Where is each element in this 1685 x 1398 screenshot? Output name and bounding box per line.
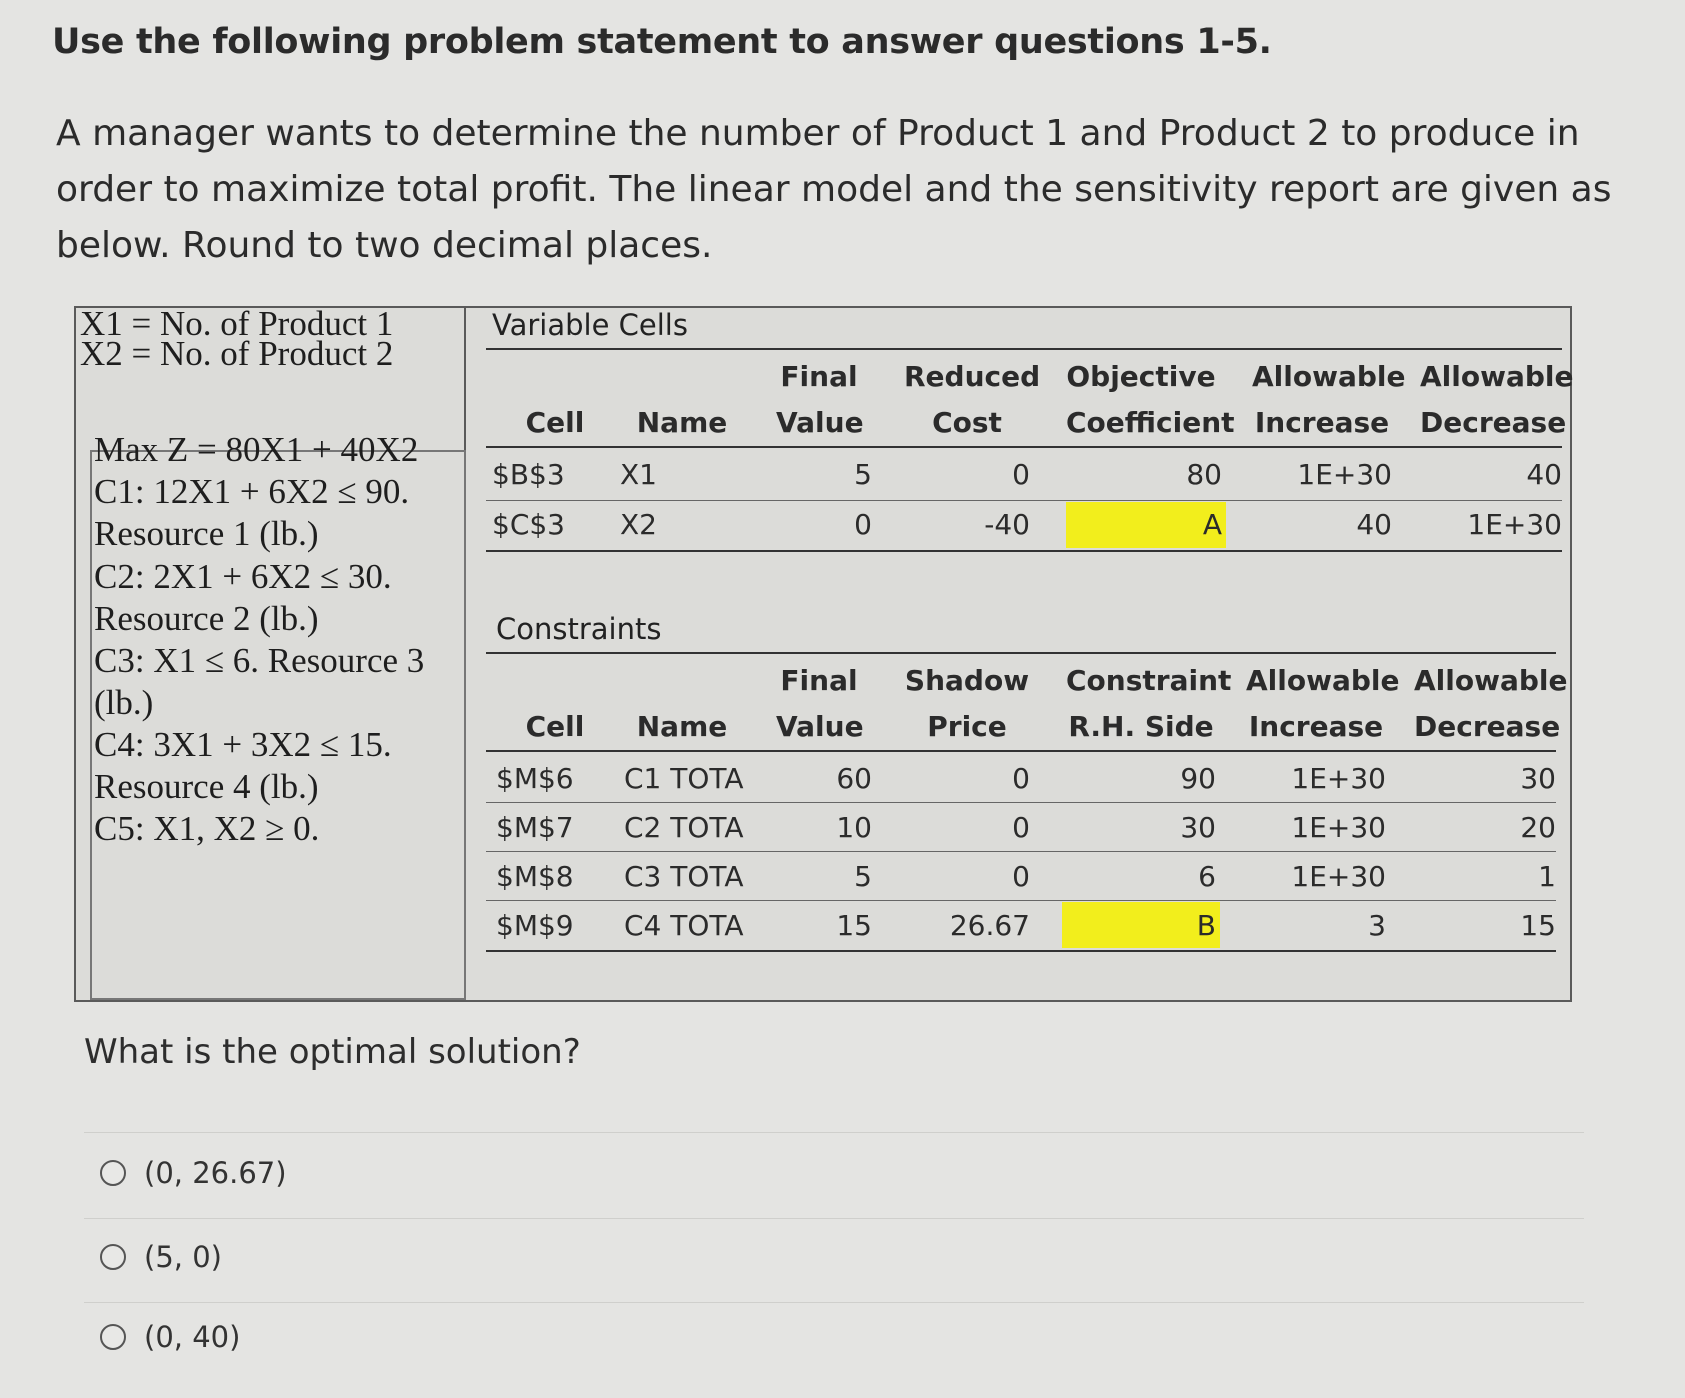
constraint-c2: C2: 2X1 + 6X2 ≤ 30. xyxy=(94,557,392,596)
con-row2-shadow: 0 xyxy=(1012,811,1030,844)
model-figure xyxy=(74,306,1572,1002)
con-row3-final: 5 xyxy=(854,860,872,893)
header-value: Value xyxy=(776,406,864,439)
con-row4-rhs: B xyxy=(1196,909,1216,942)
constraint-c1: C1: 12X1 + 6X2 ≤ 90. xyxy=(94,472,410,511)
con-row2-rhs: 30 xyxy=(1180,811,1216,844)
con-row3-decrease: 1 xyxy=(1538,860,1556,893)
option-1[interactable] xyxy=(100,1156,287,1190)
c-header-increase: Increase xyxy=(1248,710,1384,743)
header-cell: Cell xyxy=(525,406,585,439)
var-row2-reduced: -40 xyxy=(984,508,1030,541)
var-row2-coef: A xyxy=(1202,508,1222,541)
radio-button-icon[interactable] xyxy=(100,1244,126,1270)
var-row2-increase: 40 xyxy=(1356,508,1392,541)
con-row1-final: 60 xyxy=(836,762,872,795)
var-row1-name: X1 xyxy=(620,458,657,491)
header-allowable-increase: Allowable xyxy=(1252,360,1406,393)
radio-button-icon[interactable] xyxy=(100,1160,126,1186)
constraint-c4-resource: Resource 4 (lb.) xyxy=(94,767,319,806)
header-increase: Increase xyxy=(1254,406,1390,439)
objective-function: Max Z = 80X1 + 40X2 xyxy=(94,430,419,469)
con-row1-name: C1 TOTA xyxy=(624,762,744,795)
var-row2-name: X2 xyxy=(620,508,657,541)
problem-statement: A manager wants to determine the number of Product 1 and Product 2 to produce in order to maximize total profit. The linear model and the sensitivity report are given as below. Round to two decimal places. xyxy=(56,113,1612,266)
var-row2-decrease: 1E+30 xyxy=(1467,508,1562,541)
constraints-title: Constraints xyxy=(496,612,662,646)
con-row1-shadow: 0 xyxy=(1012,762,1030,795)
header-cost: Cost xyxy=(932,406,1002,439)
con-row3-name: C3 TOTA xyxy=(624,860,744,893)
var-row1-final: 5 xyxy=(854,458,872,491)
var-row1-reduced: 0 xyxy=(1012,458,1030,491)
header-objective: Objective xyxy=(1066,360,1216,393)
c-header-allowable-increase: Allowable xyxy=(1246,664,1400,697)
c-header-decrease: Decrease xyxy=(1414,710,1561,743)
option-3-label: (0, 40) xyxy=(144,1320,241,1354)
con-row1-cell: $M$6 xyxy=(496,762,574,795)
con-row4-cell: $M$9 xyxy=(496,909,574,942)
con-row2-cell: $M$7 xyxy=(496,811,574,844)
var-row1-cell: $B$3 xyxy=(492,458,565,491)
header-coefficient: Coefficient xyxy=(1066,406,1235,439)
option-3[interactable] xyxy=(100,1320,240,1354)
c-header-final: Final xyxy=(780,664,858,697)
con-row2-name: C2 TOTA xyxy=(624,811,744,844)
c-header-constraint: Constraint xyxy=(1066,664,1232,697)
variable-definition-x1: X1 = No. of Product 1 xyxy=(80,304,394,343)
var-row2-cell: $C$3 xyxy=(492,508,565,541)
con-row4-name: C4 TOTA xyxy=(624,909,744,942)
constraint-c4: C4: 3X1 + 3X2 ≤ 15. xyxy=(94,725,392,764)
con-row1-decrease: 30 xyxy=(1520,762,1556,795)
con-row4-shadow: 26.67 xyxy=(949,909,1030,942)
c-header-rhs: R.H. Side xyxy=(1068,710,1214,743)
question-heading: Use the following problem statement to answer questions 1-5. xyxy=(52,22,1272,62)
con-row4-increase: 3 xyxy=(1368,909,1386,942)
con-row2-decrease: 20 xyxy=(1520,811,1556,844)
header-name: Name xyxy=(636,406,728,439)
con-row4-final: 15 xyxy=(836,909,872,942)
con-row2-increase: 1E+30 xyxy=(1291,811,1386,844)
c-header-price: Price xyxy=(927,710,1007,743)
variable-definition-x2: X2 = No. of Product 2 xyxy=(80,334,394,373)
constraint-c1-resource: Resource 1 (lb.) xyxy=(94,514,319,553)
sensitivity-report xyxy=(76,308,1574,1000)
question-prompt: What is the optimal solution? xyxy=(84,1032,581,1072)
constraint-c3: C3: X1 ≤ 6. Resource 3 xyxy=(94,641,425,680)
header-reduced: Reduced xyxy=(904,360,1041,393)
header-allowable-decrease: Allowable xyxy=(1420,360,1574,393)
con-row3-cell: $M$8 xyxy=(496,860,574,893)
constraint-c2-resource: Resource 2 (lb.) xyxy=(94,599,319,638)
constraint-c5: C5: X1, X2 ≥ 0. xyxy=(94,809,320,848)
option-2[interactable] xyxy=(100,1240,222,1274)
var-row2-final: 0 xyxy=(854,508,872,541)
header-decrease: Decrease xyxy=(1420,406,1567,439)
con-row4-decrease: 15 xyxy=(1520,909,1556,942)
con-row1-increase: 1E+30 xyxy=(1291,762,1386,795)
c-header-name: Name xyxy=(636,710,728,743)
var-row1-increase: 1E+30 xyxy=(1297,458,1392,491)
con-row1-rhs: 90 xyxy=(1180,762,1216,795)
radio-button-icon[interactable] xyxy=(100,1324,126,1350)
c-header-allowable-decrease: Allowable xyxy=(1414,664,1568,697)
constraint-c3-resource: (lb.) xyxy=(94,683,154,722)
con-row3-rhs: 6 xyxy=(1198,860,1216,893)
c-header-cell: Cell xyxy=(525,710,585,743)
con-row2-final: 10 xyxy=(836,811,872,844)
option-2-label: (5, 0) xyxy=(144,1240,222,1274)
c-header-shadow: Shadow xyxy=(904,664,1030,697)
con-row3-shadow: 0 xyxy=(1012,860,1030,893)
option-1-label: (0, 26.67) xyxy=(144,1156,287,1190)
c-header-value: Value xyxy=(776,710,864,743)
header-final: Final xyxy=(780,360,858,393)
var-row1-coef: 80 xyxy=(1186,458,1222,491)
var-row1-decrease: 40 xyxy=(1526,458,1562,491)
variable-cells-title: Variable Cells xyxy=(492,308,688,342)
con-row3-increase: 1E+30 xyxy=(1291,860,1386,893)
